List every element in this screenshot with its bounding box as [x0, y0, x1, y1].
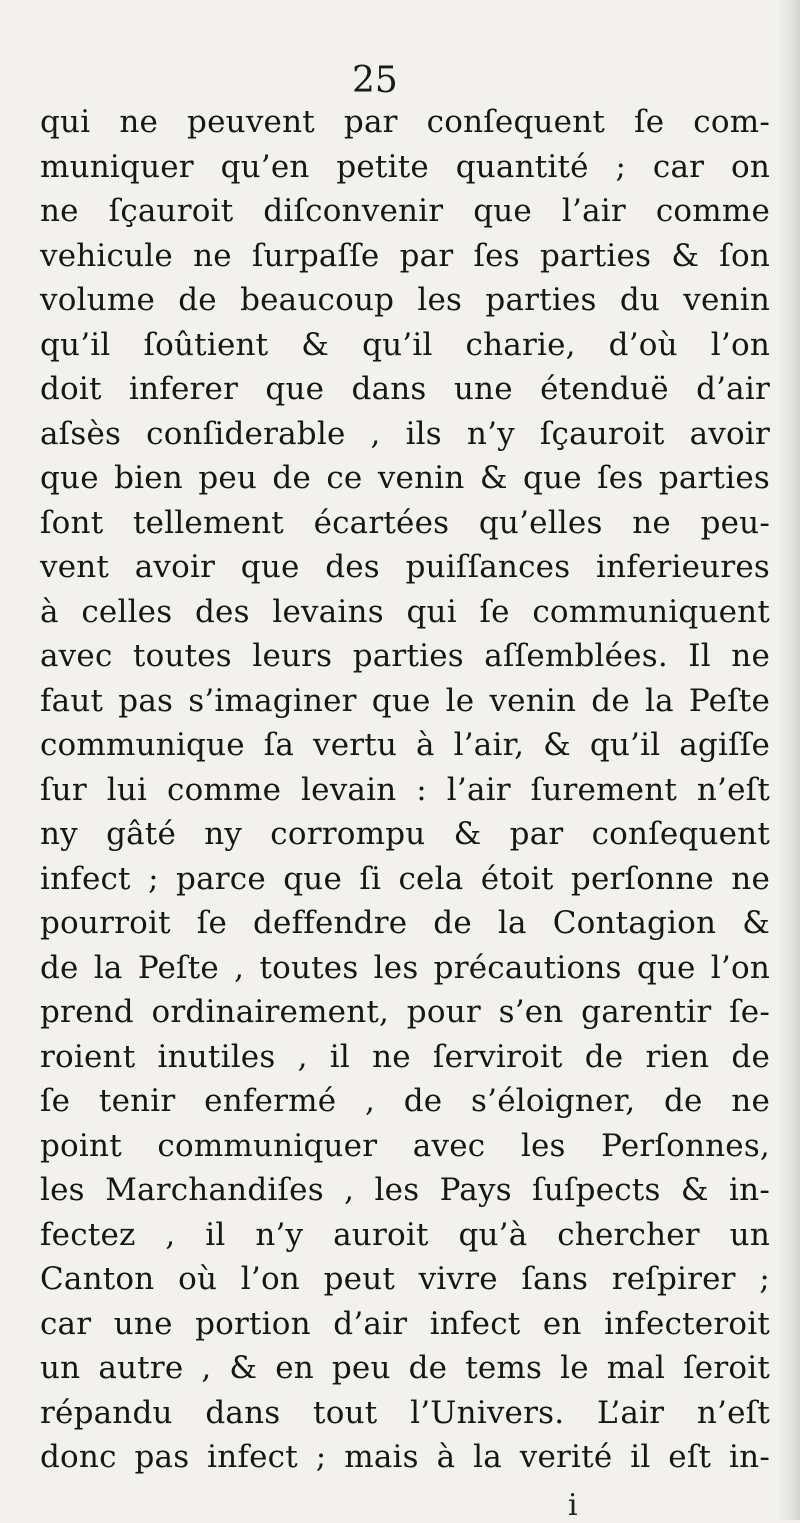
page-number: 25 — [352, 60, 398, 101]
text-line: à celles des levains qui ſe communiquent — [40, 593, 770, 630]
text-line: aſsès conſiderable , ils n’y ſçauroit avoir — [40, 415, 770, 452]
text-line: communique ſa vertu à l’air, & qu’il agiſſe — [40, 727, 770, 763]
text-line: ſont tellement écartées qu’elles ne peu- — [40, 504, 770, 541]
text-line: donc pas infect ; mais à la verité il eſt in- — [40, 1439, 770, 1475]
text-line: volume de beaucoup les parties du venin — [40, 282, 770, 318]
text-line: les Marchandiſes , les Pays ſuſpects & in- — [40, 1172, 770, 1208]
text-line: fectez , il n’y auroit qu’à chercher un — [40, 1216, 770, 1253]
text-line: faut pas s’imaginer que le venin de la Peſte — [40, 682, 770, 719]
text-line: vent avoir que des puiſſances inferieures — [40, 549, 770, 585]
text-line: ny gâté ny corrompu & par conſequent — [40, 816, 770, 852]
text-line: qui ne peuvent par conſequent ſe com- — [40, 104, 770, 140]
text-line: point communiquer avec les Perſonnes, — [40, 1127, 770, 1164]
text-line: roient inutiles , il ne ſerviroit de rien de — [40, 1038, 770, 1075]
text-line: répandu dans tout l’Univers. L’air n’eſt — [40, 1394, 770, 1431]
text-line: car une portion d’air infect en infecteroit — [40, 1305, 770, 1342]
text-line: un autre , & en peu de tems le mal ſeroit — [40, 1350, 770, 1386]
text-line: ſur lui comme levain : l’air ſurement n’eſt — [40, 771, 770, 808]
text-line: avec toutes leurs parties aſſemblées. Il ne — [40, 638, 770, 674]
body-text — [40, 100, 770, 1480]
text-line: que bien peu de ce venin & que ſes parties — [40, 460, 770, 496]
text-line: pourroit ſe deffendre de la Contagion & — [40, 905, 770, 941]
text-line: muniquer qu’en petite quantité ; car on — [40, 148, 770, 185]
page-edge-shadow — [778, 0, 800, 1520]
text-line: de la Peſte , toutes les précautions que l’on — [40, 949, 770, 986]
text-line: ne ſçauroit diſconvenir que l’air comme — [40, 193, 770, 229]
text-line: Canton où l’on peut vivre ſans reſpirer ; — [40, 1261, 770, 1297]
text-line: qu’il ſoûtient & qu’il charie, d’où l’on — [40, 326, 770, 363]
text-line: prend ordinairement, pour s’en garentir ſe- — [40, 994, 770, 1030]
signature-mark: i — [568, 1488, 578, 1523]
text-line: infect ; parce que ſi cela étoit perſonne ne — [40, 860, 770, 897]
text-line: vehicule ne ſurpaſſe par ſes parties & ſon — [40, 237, 770, 274]
text-line: ſe tenir enfermé , de s’éloigner, de ne — [40, 1083, 770, 1119]
text-line: doit inferer que dans une étenduë d’air — [40, 371, 770, 407]
